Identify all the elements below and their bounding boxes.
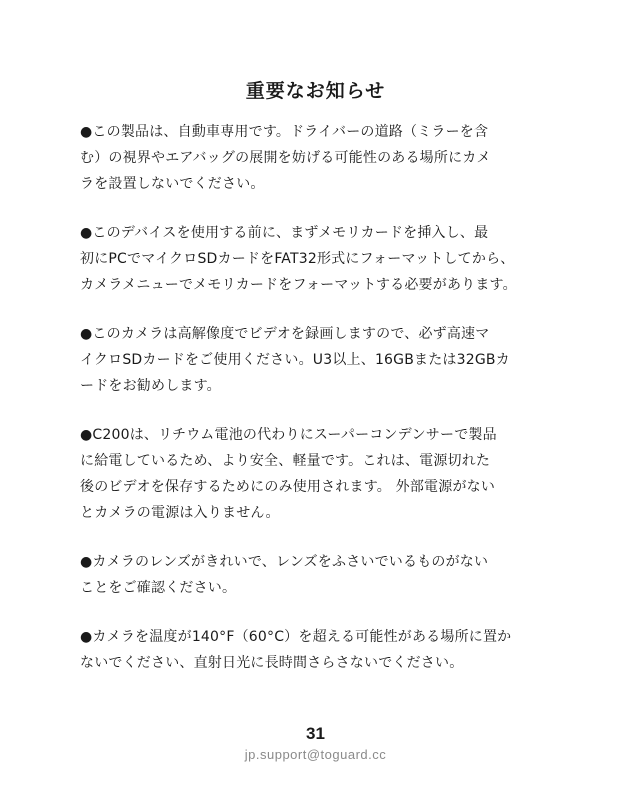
notice-line: ●このデバイスを使用する前に、まずメモリカードを挿入し、最 xyxy=(80,225,489,241)
page-number: 31 xyxy=(306,724,325,743)
notice-line: 初にPCでマイクロSDカードをFAT32形式にフォーマットしてから、 xyxy=(80,251,515,267)
notice-paragraph-3 xyxy=(80,321,600,399)
notice-line: カメラメニューでメモリカードをフォーマットする必要があります。 xyxy=(80,277,517,293)
notice-line: に給電しているため、より安全、軽量です。これは、電源切れた xyxy=(80,453,491,469)
notice-line: ラを設置しないでください。 xyxy=(80,176,265,192)
notice-line: ないでください、直射日光に長時間さらさないでください。 xyxy=(80,655,464,671)
notice-line: む）の視界やエアバッグの展開を妨げる可能性のある場所にカメ xyxy=(80,150,491,166)
notice-paragraph-2 xyxy=(80,220,600,298)
notice-paragraph-4 xyxy=(80,422,600,526)
support-email: jp.support@toguard.cc xyxy=(244,747,387,762)
notice-line: ことをご確認ください。 xyxy=(80,580,237,596)
notice-body xyxy=(80,119,600,699)
notice-line: ●カメラを温度が140°F（60°C）を超える可能性がある場所に置か xyxy=(80,629,512,645)
notice-line: ●このカメラは高解像度でビデオを録画しますので、必ず高速マ xyxy=(80,326,490,342)
notice-paragraph-1 xyxy=(80,119,600,197)
notice-line: イクロSDカードをご使用ください。U3以上、16GBまたは32GBカ xyxy=(80,352,510,368)
page-title: 重要なお知らせ xyxy=(245,80,386,102)
notice-paragraph-5 xyxy=(80,549,600,601)
notice-line: ードをお勧めします。 xyxy=(80,378,221,394)
notice-line: とカメラの電源は入りません。 xyxy=(80,505,280,521)
notice-line: ●この製品は、自動車専用です。ドライバーの道路（ミラーを含 xyxy=(80,124,489,140)
notice-line: ●C200は、リチウム電池の代わりにスーパーコンデンサーで製品 xyxy=(80,427,497,443)
notice-line: 後のビデオを保存するためにのみ使用されます。 外部電源がない xyxy=(80,479,496,495)
notice-paragraph-6 xyxy=(80,624,600,676)
notice-line: ●カメラのレンズがきれいで、レンズをふさいでいるものがない xyxy=(80,554,489,570)
